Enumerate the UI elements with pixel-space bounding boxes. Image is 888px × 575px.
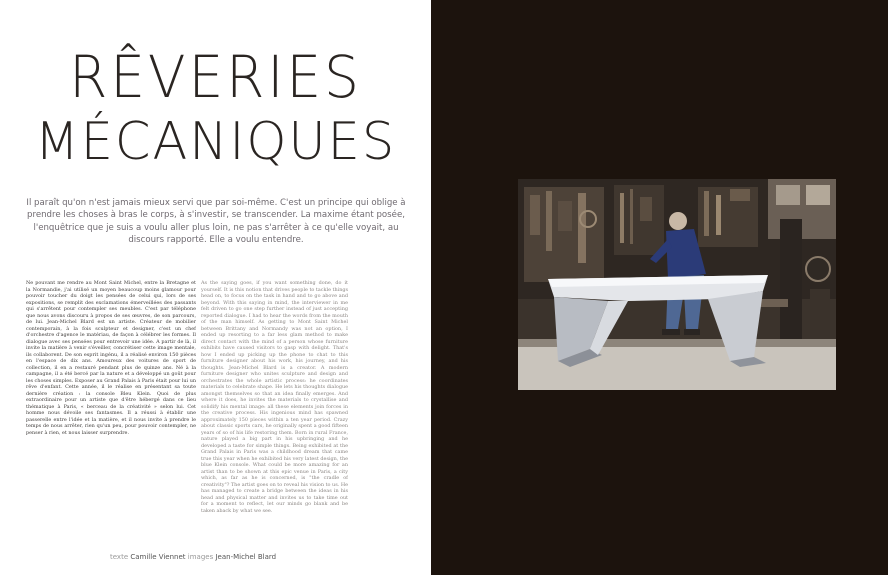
body-text-french: Ne pouvant me rendre au Mont Saint Michel, entre la Bretagne et la Normandie, j'ai utilisé un moyen beaucoup moins glamour pour pouvoir toucher du doigt les pensées de celui qui, lors de ses expositions, se remplit des exclamations émerveillées des passants qui s'arrêtent pour contempler ses meubles. C'est par téléphone que nous avons discouru à propos de ses œuvres, de son parcours, de lui. Jean-Michel Blard est un artiste. Créateur de mobilier contemporain, à la fois sculpteur et designer, c'est un chef d'orchestre d'agence le matériau, de façon à célébrer les formes. Il dialogue avec ses pensées pour entrevoir une idée. A partir de là, il invite la matière à venir s'éveiller, concrétiser cette image mentale, ils collaborent. De son esprit ingénu, il a réalisé environ 150 pièces en l'espace de dix ans. Amoureux des voitures de sport de collection, il en a restauré pendant plus de quinze ans. Né à la campagne, il a été bercé par la nature et a développé un goût pour les choses simples. Exposer au Grand Palais à Paris était pour lui un rêve d'enfant. Cette année, il le réalise en présentant sa toute dernière création : la console Bleu Klein. Quoi de plus extraordinaire pour un artiste que d'être hébergé dans ce lieu thématique à Paris, « berceau de la créativité » selon lui. Cet homme nous dévoile ses fantasmes. Il a réussi à établir une passerelle entre l'idée et la matière, et il nous invite à prendre le temps de nous arrêter, rien qu'un peu, pour pouvoir contempler, ne penser à rien, et nous laisser surprendre. xyxy=(26,280,196,436)
workshop-photo xyxy=(518,179,836,390)
body-text-english: As the saying goes, if you want something done, do it yourself. It is this notion that drives people to tackle things head on, to focus on the task in hand and to go above and beyond. With this saying in mind, the interviewer in me felt driven to go one step further instead of just accepting reported dialogue. I had to hear the words from the mouth of the man himself. As getting to Mont Saint Michel between Brittany and Normandy was not an option, I ended up resorting to a far less glam method to make direct contact with the mind of a person whose furniture exhibits have caused visitors to gasp with delight. That's how I ended up picking up the phone to chat to this furniture designer about his work, his journey, and his thoughts. Jean-Michel Blard is a creator. A modern furniture designer who unites sculpture and design and orchestrates the whole artistic process: he coordinates materials to celebrate shape. He lets his thoughts dialogue amongst themselves so that an idea finally emerges. And where it does, he invites the materials to crystallise and solidify his mental image: all these elements join forces in the creative process. His ingenious mind has spawned approximately 150 pieces within a ten year period. Crazy about classic sports cars, he originally spent a good fifteen years of so of his life restoring them. Born in rural France, nature played a big part in his upbringing and he developed a taste for simple things. Being exhibited at the Grand Palais in Paris was a childhood dream that came true this year when he exhibited his very latest design, the blue Klein console. What could be more amazing for an artist than to be shown at this epic venue in Paris, a city which, as far as he is concerned, is "the cradle of creativity"? The artist goes on to reveal his vision to us. He has managed to create a bridge between the ideas in his head and physical matter and invites us to take time out for a moment to reflect, let our minds go blank and be taken aback by what we see. xyxy=(201,280,348,514)
credits-author: Camille Viennet xyxy=(130,553,186,561)
credits-images-label: images xyxy=(187,553,214,561)
right-page xyxy=(431,0,888,575)
credits-text-label: texte xyxy=(110,553,129,561)
title-line-2: MÉCANIQUES xyxy=(34,112,397,172)
credits-photographer: Jean-Michel Blard xyxy=(215,553,277,561)
intro-paragraph: Il paraît qu'on n'est jamais mieux servi que par soi-même. C'est un principe qui oblige à prendre les choses à bras le corps, à s'investir, se transcender. La maxime étant posée, l'enquêtrice que je suis a voulu aller plus loin, ne pas s'arrêter à ce qu'elle voyait, au discours rapporté. Elle a voulu entendre. xyxy=(26,198,406,246)
left-page xyxy=(0,0,431,575)
workshop-photo-illustration xyxy=(518,179,836,390)
title-line-1: RÊVERIES xyxy=(69,43,362,111)
credits xyxy=(110,553,276,561)
